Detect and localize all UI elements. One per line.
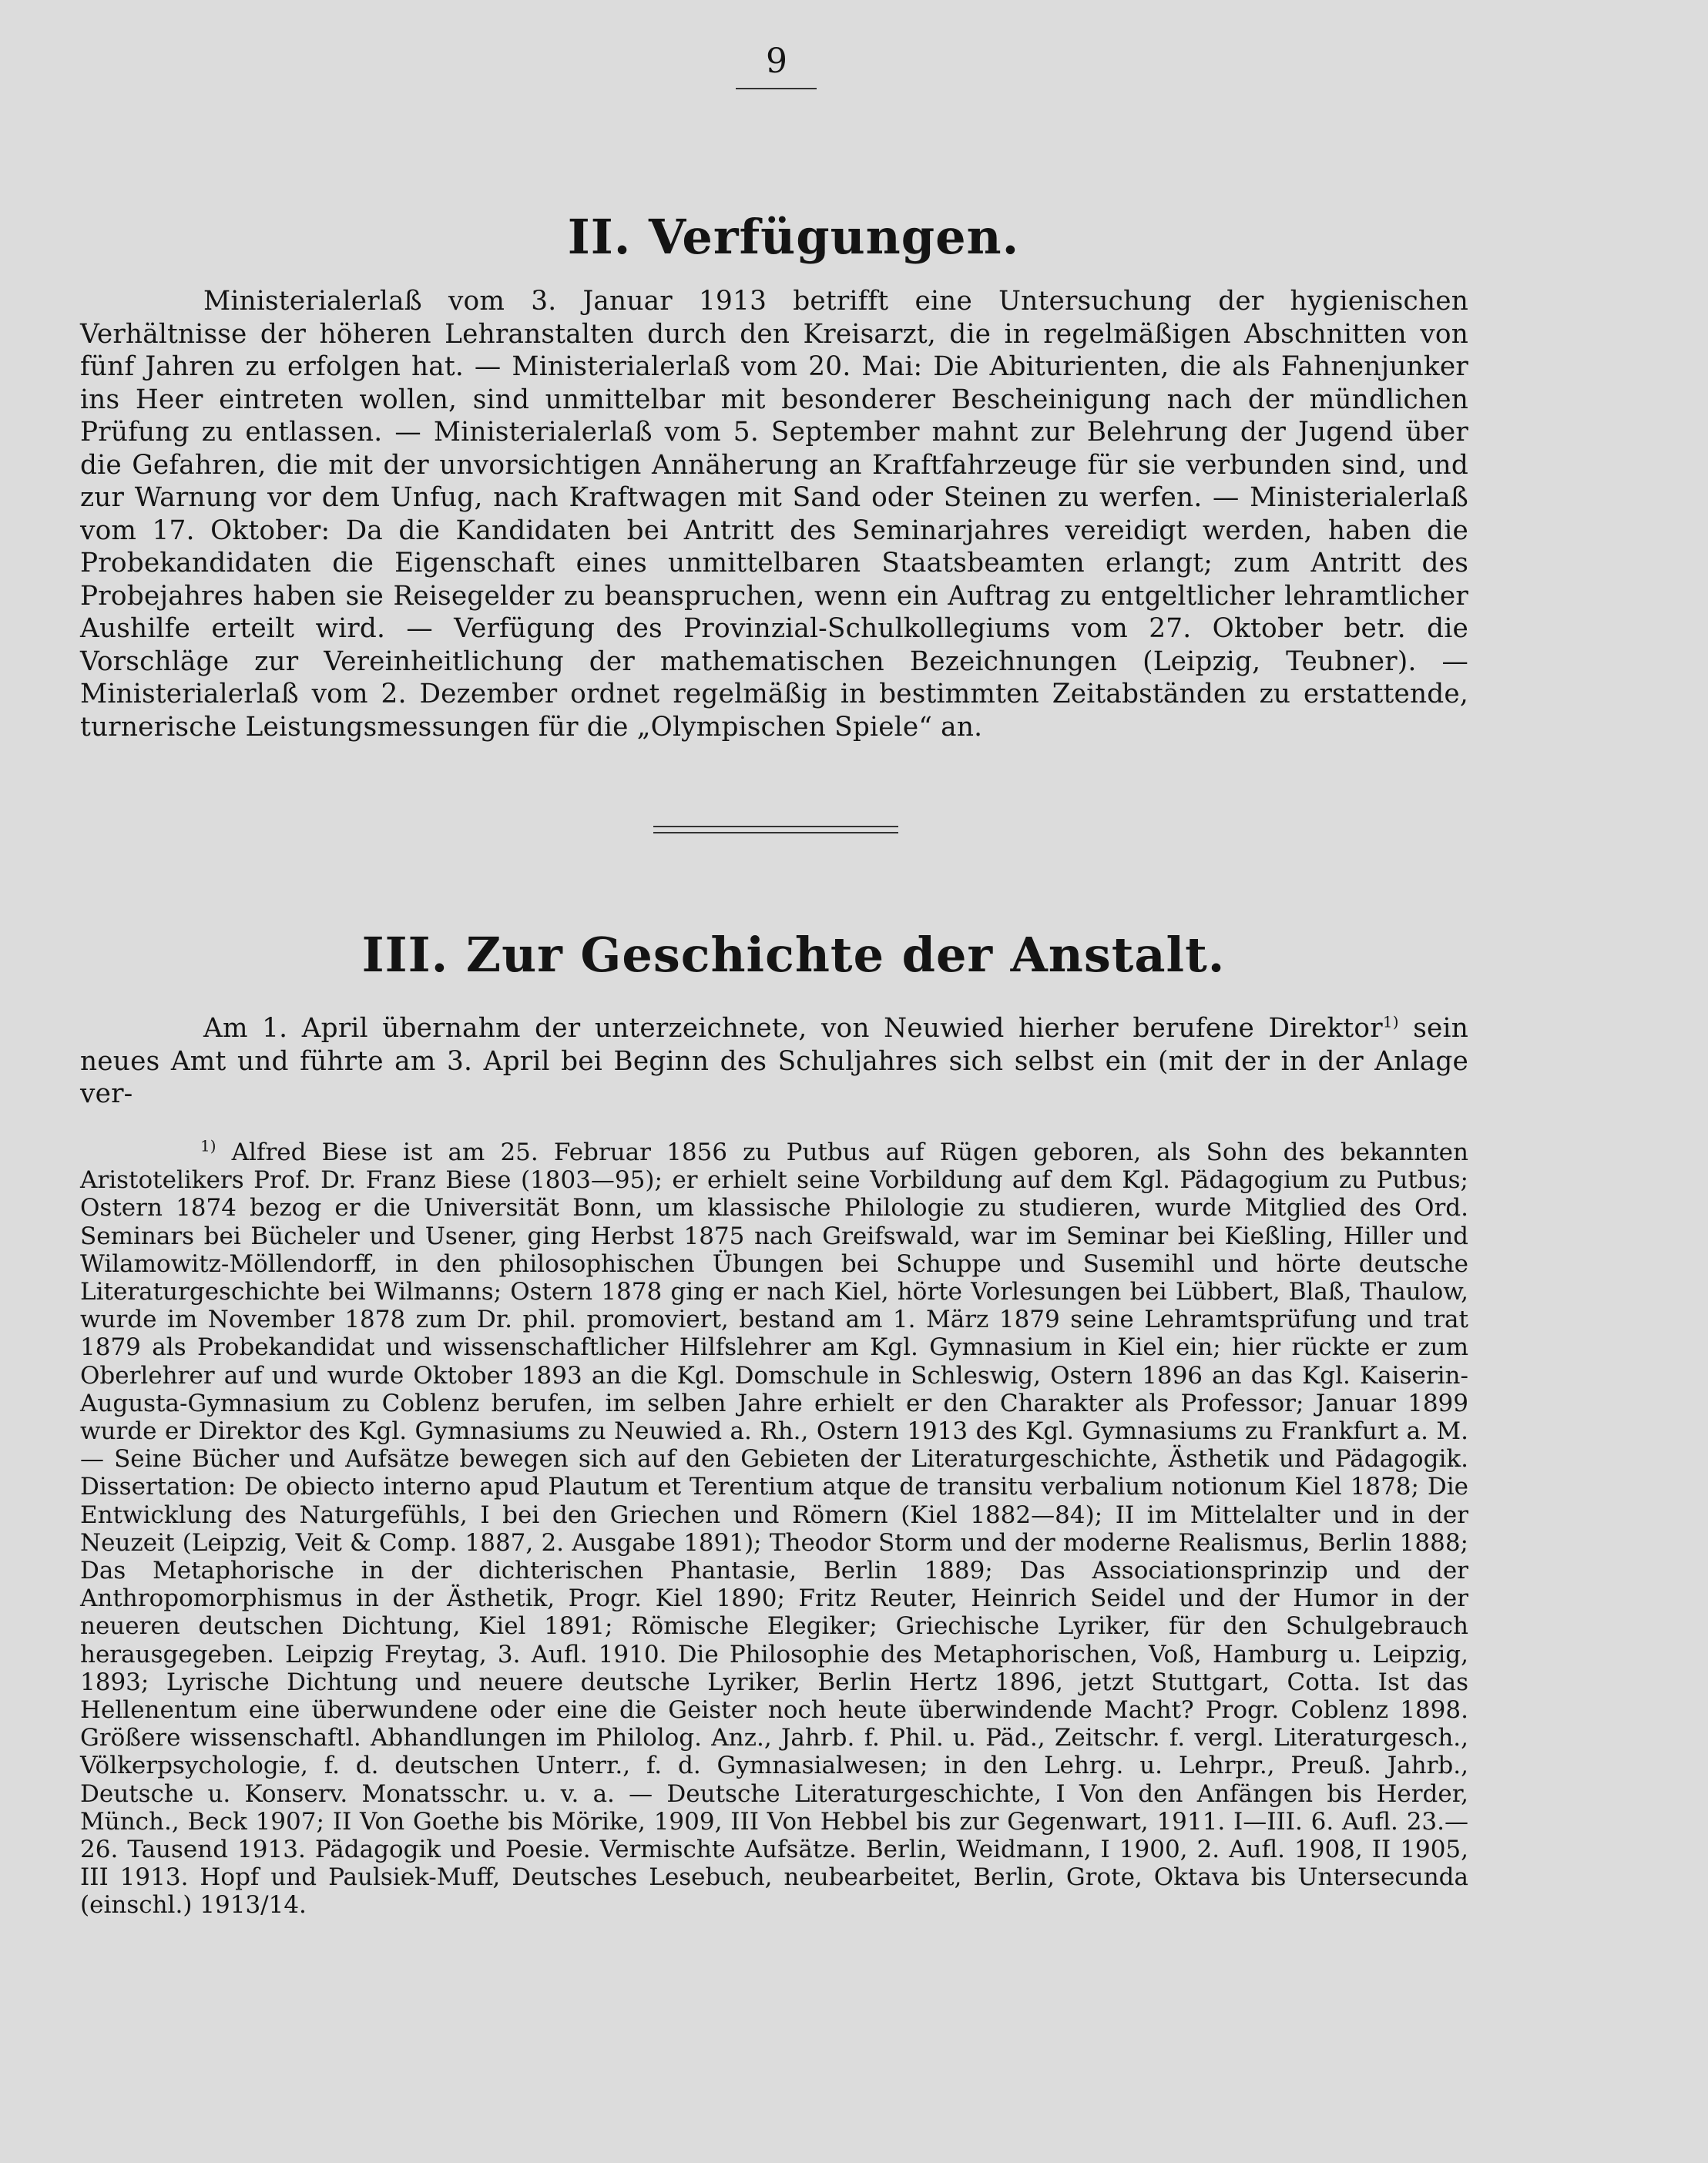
geschichte-text-start: Am 1. April übernahm der unterzeichnete, von Neuwied hierher berufene Direktor <box>203 1013 1383 1044</box>
page-number-rule <box>736 88 817 89</box>
footnote-reference: 1) <box>1382 1012 1399 1031</box>
footnote <box>80 1136 1468 1920</box>
section-heading-verfuegungen: II. Verfügungen. <box>567 209 1020 265</box>
geschichte-paragraph <box>80 1012 1468 1111</box>
geschichte-text-end: sein neues Amt und führte am 3. April bei Beginn des Schuljahres sich selbst ein (mit der in der Anlage ver- <box>80 1013 1469 1109</box>
page-number: 9 <box>766 42 787 81</box>
section-heading-geschichte: III. Zur Geschichte der Anstalt. <box>361 927 1226 983</box>
footnote-text: Alfred Biese ist am 25. Februar 1856 zu Putbus auf Rügen geboren, als Sohn des bekannten Aristotelikers Prof. Dr. Franz Biese (1803—95); er erhielt seine Vorbildung auf dem Kgl. Pädagogium zu Putbus; Ostern 1874 bezog er die Universität Bonn, um klassische Philologie zu studieren, wurde Mitglied des Ord. Seminars bei Bücheler und Usener, ging Herbst 1875 nach Greifswald, war im Seminar bei Kießling, Hiller und Wilamowitz-Möllendorff, in den philosophischen Übungen bei Schuppe und Susemihl und hörte deutsche Literaturgeschichte bei Wilmanns; Ostern 1878 ging er nach Kiel, hörte Vorlesungen bei Lübbert, Blaß, Thaulow, wurde im November 1878 zum Dr. phil. promoviert, bestand am 1. März 1879 seine Lehramtsprüfung und trat 1879 als Probekandidat und wissenschaftlicher Hilfslehrer am Kgl. Gymnasium in Kiel ein; hier rückte er zum Oberlehrer auf und wurde Oktober 1893 an die Kgl. Domschule in Schleswig, Ostern 1896 an das Kgl. Kaiserin-Augusta-Gymnasium zu Coblenz berufen, im selben Jahre erhielt er den Charakter als Professor; Januar 1899 wurde er Direktor des Kgl. Gymnasiums zu Neuwied a. Rh., Ostern 1913 des Kgl. Gymnasiums zu Frankfurt a. M. — Seine Bücher und Aufsätze bewegen sich auf den Gebieten der Literaturgeschichte, Ästhetik und Pädagogik. Dissertation: De obiecto interno apud Plautum et Terentium atque de transitu verbalium notionum Kiel 1878; Die Entwicklung des Naturgefühls, I bei den Griechen und Römern (Kiel 1882—84); II im Mittelalter und in der Neuzeit (Leipzig, Veit & Comp. 1887, 2. Ausgabe 1891); Theodor Storm und der moderne Realismus, Berlin 1888; Das Metaphorische in der dichterischen Phantasie, Berlin 1889; Das Associationsprinzip und der Anthropomorphismus in der Ästhetik, Progr. Kiel 1890; Fritz Reuter, Heinrich Seidel und der Humor in der neueren deutschen Dichtung, Kiel 1891; Römische Elegiker; Griechische Lyriker, für den Schulgebrauch herausgegeben. Leipzig Freytag, 3. Aufl. 1910. Die Philosophie des Metaphorischen, Voß, Hamburg u. Leipzig, 1893; Lyrische Dichtung und neuere deutsche Lyriker, Berlin Hertz 1896, jetzt Stuttgart, Cotta. Ist das Hellenentum eine überwundene oder eine die Geister noch heute überwindende Macht? Progr. Coblenz 1898. Größere wissenschaftl. Abhandlungen im Philolog. Anz., Jahrb. f. Phil. u. Päd., Zeitschr. f. vergl. Literaturgesch., Völkerpsychologie, f. d. deutschen Unterr., f. d. Gymnasialwesen; in den Lehrg. u. Lehrpr., Preuß. Jahrb., Deutsche u. Konserv. Monatsschr. u. v. a. — Deutsche Literaturgeschichte, I Von den Anfängen bis Herder, Münch., Beck 1907; II Von Goethe bis Mörike, 1909, III Von Hebbel bis zur Gegenwart, 1911. I—III. 6. Aufl. 23.—26. Tausend 1913. Pädagogik und Poesie. Vermischte Aufsätze. Berlin, Weidmann, I 1900, 2. Aufl. 1908, II 1905, III 1913. Hopf und Paulsiek-Muff, Deutsches Lesebuch, neubearbeitet, Berlin, Grote, Oktava bis Untersecunda (einschl.) 1913/14. <box>80 1139 1468 1920</box>
verfuegungen-paragraph: Ministerialerlaß vom 3. Januar 1913 betrifft eine Untersuchung der hygienischen Verhältnisse der höheren Lehranstalten durch den Kreisarzt, die in regelmäßigen Abschnitten von fünf Jahren zu erfolgen hat. — Ministerialerlaß vom 20. Mai: Die Abiturienten, die als Fahnenjunker ins Heer eintreten wollen, sind unmittelbar mit besonderer Bescheinigung nach der mündlichen Prüfung zu entlassen. — Ministerialerlaß vom 5. September mahnt zur Belehrung der Jugend über die Gefahren, die mit der unvorsichtigen Annäherung an Kraftfahrzeuge für sie verbunden sind, und zur Warnung vor dem Unfug, nach Kraftwagen mit Sand oder Steinen zu werfen. — Ministerialerlaß vom 17. Oktober: Da die Kandidaten bei Antritt des Seminarjahres vereidigt werden, haben die Probekandidaten die Eigenschaft eines unmittelbaren Staatsbeamten erlangt; zum Antritt des Probejahres haben sie Reisegelder zu beanspruchen, wenn ein Auftrag zu entgeltlicher lehramtlicher Aushilfe erteilt wird. — Verfügung des Provinzial-Schulkollegiums vom 27. Oktober betr. die Vorschläge zur Vereinheitlichung der mathematischen Bezeichnungen (Leipzig, Teubner). — Ministerialerlaß vom 2. Dezember ordnet regelmäßig in bestimmten Zeitabständen zu erstattende, turnerische Leistungsmessungen für die „Olympischen Spiele“ an. <box>80 286 1468 743</box>
section-divider <box>653 826 898 833</box>
footnote-marker: 1) <box>200 1136 216 1155</box>
